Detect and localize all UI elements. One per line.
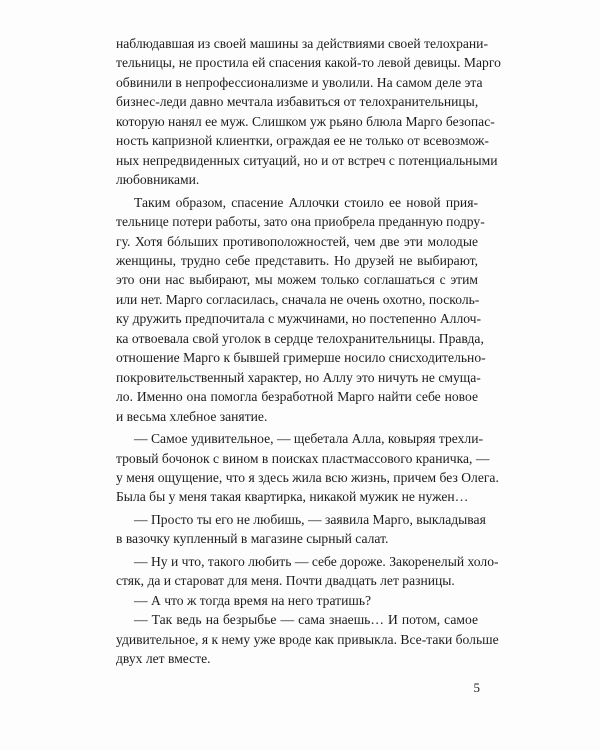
text-line: это они нас выбирают, мы можем только соглашаться с этим: [116, 272, 478, 288]
text-line: тровый бочонок с вином в поисках пластмассового краничка, —: [116, 450, 490, 466]
paragraph-3: [116, 429, 499, 507]
text-line: — Так ведь на безрыбье — сама знаешь… И потом, самое: [134, 612, 478, 628]
text-line: покровительственный характер, но Аллу это ничуть не смуща-: [116, 369, 481, 385]
text-line: стяк, да и староват для меня. Почти двадцать лет разницы.: [116, 573, 455, 589]
text-line: Была бы у меня такая квартирка, никакой мужик не нужен…: [116, 489, 469, 505]
text-line: тельницы, не простила ей спасения какой-то левой девицы. Марго: [116, 55, 501, 71]
text-line: бизнес-леди давно мечтала избавиться от телохранительницы,: [116, 94, 479, 110]
text-line: наблюдавшая из своей машины за действиями своей телохрани-: [116, 36, 488, 51]
text-line: — Просто ты его не любишь, — заявила Марго, выкладывая: [134, 511, 486, 527]
text-line: в вазочку купленный в магазине сырный салат.: [116, 531, 389, 547]
text-line: у меня ощущение, что я здесь жила всю жизнь, причем без Олега.: [116, 469, 499, 485]
text-line: обвинили в непрофессионализме и уволили. На самом деле эта: [116, 74, 483, 90]
text-line: — А что ж тогда время на него тратишь?: [134, 592, 372, 608]
text-line: или нет. Марго согласилась, сначала не очень охотно, посколь-: [116, 291, 480, 307]
text-line: отношение Марго к бывшей гримерше носило снисходительно-: [116, 350, 486, 366]
paragraph-5: [116, 552, 499, 591]
text-line: ло. Именно она помогла безработной Марго найти себе новое: [116, 389, 478, 405]
paragraph-7: [116, 610, 499, 668]
text-line: ка отвоевала свой уголок в сердце телохранительницы. Правда,: [116, 330, 484, 346]
text-line: гу. Хотя бóльших противоположностей, чем две эти молодые: [116, 233, 478, 249]
paragraph-1: [116, 34, 501, 190]
text-line: ных непредвиденных ситуаций, но и от встреч с потенциальными: [116, 152, 498, 168]
text-line: — Самое удивительное, — щебетала Алла, ковыряя трехли-: [134, 431, 483, 447]
text-line: удивительное, я к нему уже вроде как привыкла. Все-таки больше: [116, 631, 499, 647]
text-line: двух лет вместе.: [116, 651, 211, 667]
text-line: Таким образом, спасение Аллочки стоило ее новой прия-: [134, 194, 478, 210]
text-line: женщины, трудно себе представить. Но друзей не выбирают,: [116, 252, 478, 268]
text-line: любовниками.: [116, 172, 200, 188]
paragraph-2: [116, 193, 486, 426]
body-text: [116, 34, 501, 669]
page-number: 5: [473, 680, 480, 695]
paragraph-4: [116, 510, 486, 549]
text-line: — Ну и что, такого любить — себе дороже. Закоренелый холо-: [134, 553, 499, 569]
text-line: ность капризной клиентки, ограждая ее не только от всевозмож-: [116, 133, 489, 149]
paragraph-6: [116, 591, 478, 610]
text-line: которую нанял ее муж. Слишком уж рьяно блюла Марго безопас-: [116, 113, 495, 129]
text-line: и весьма хлебное занятие.: [116, 408, 268, 424]
text-line: ку дружить предпочитала с мужчинами, но постепенно Аллоч-: [116, 311, 482, 327]
text-line: тельнице потери работы, зато она приобрела преданную подру-: [116, 214, 485, 230]
